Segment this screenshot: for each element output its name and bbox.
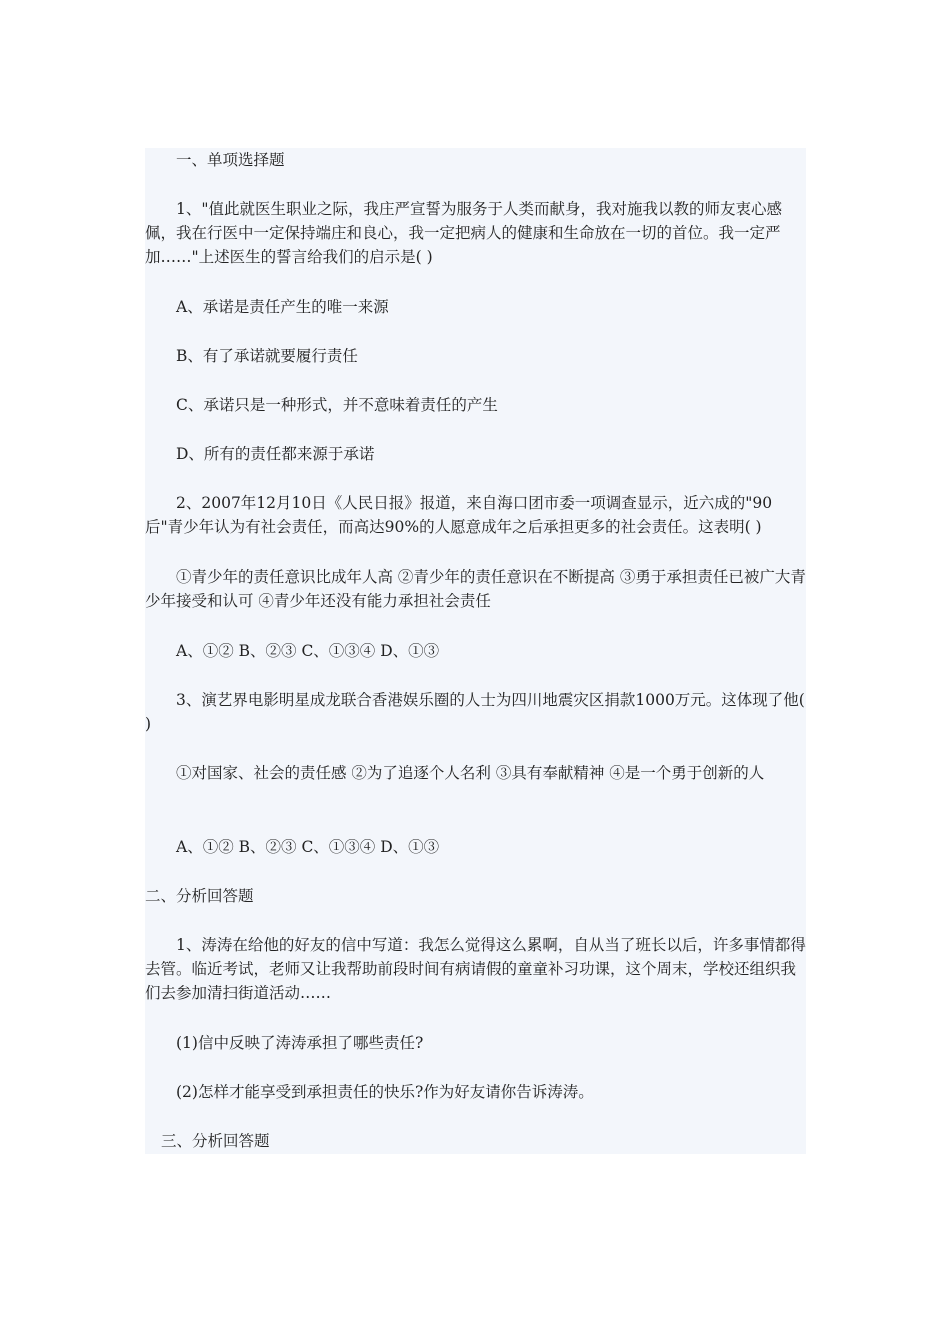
- section-2-question-1-stem: 1、涛涛在给他的好友的信中写道：我怎么觉得这么累啊，自从当了班长以后，许多事情都得去管。临近考试，老师又让我帮助前段时间有病请假的童童补习功课，这个周末，学校还组织我们去参加清扫街道活动……: [145, 936, 806, 1002]
- question-1-option-a: A、承诺是责任产生的唯一来源: [176, 298, 389, 316]
- question-2-answers: A、①② B、②③ C、①③④ D、①③: [176, 642, 440, 660]
- section-heading-3: 三、分析回答题: [161, 1132, 270, 1150]
- question-2-stem: 2、2007年12月10日《人民日报》报道，来自海口团市委一项调查显示，近六成的"90后"青少年认为有社会责任，而高达90%的人愿意成年之后承担更多的社会责任。这表明( ): [145, 494, 773, 536]
- question-3-items: ①对国家、社会的责任感 ②为了追逐个人名利 ③具有奉献精神 ④是一个勇于创新的人: [176, 764, 765, 782]
- question-2-items: ①青少年的责任意识比成年人高 ②青少年的责任意识在不断提高 ③勇于承担责任已被广大青少年接受和认可 ④青少年还没有能力承担社会责任: [145, 568, 806, 610]
- section-2-question-1-sub-2: (2)怎样才能享受到承担责任的快乐?作为好友请你告诉涛涛。: [176, 1083, 594, 1101]
- question-3-answers: A、①② B、②③ C、①③④ D、①③: [176, 838, 440, 856]
- question-1-option-b: B、有了承诺就要履行责任: [176, 347, 358, 365]
- section-heading-1: 一、单项选择题: [176, 151, 285, 169]
- question-3-stem: 3、演艺界电影明星成龙联合香港娱乐圈的人士为四川地震灾区捐款1000万元。这体现了他( ): [145, 691, 810, 733]
- section-2-question-1-sub-1: (1)信中反映了涛涛承担了哪些责任?: [176, 1034, 424, 1052]
- section-heading-2: 二、分析回答题: [145, 887, 254, 905]
- question-1-option-d: D、所有的责任都来源于承诺: [176, 445, 375, 463]
- question-1-option-c: C、承诺只是一种形式，并不意味着责任的产生: [176, 396, 498, 414]
- question-1-stem: 1、"值此就医生职业之际，我庄严宣誓为服务于人类而献身，我对施我以教的师友衷心感佩，我在行医中一定保持端庄和良心，我一定把病人的健康和生命放在一切的首位。我一定严加……"上述医生的誓言给我们的启示是( ): [145, 200, 782, 266]
